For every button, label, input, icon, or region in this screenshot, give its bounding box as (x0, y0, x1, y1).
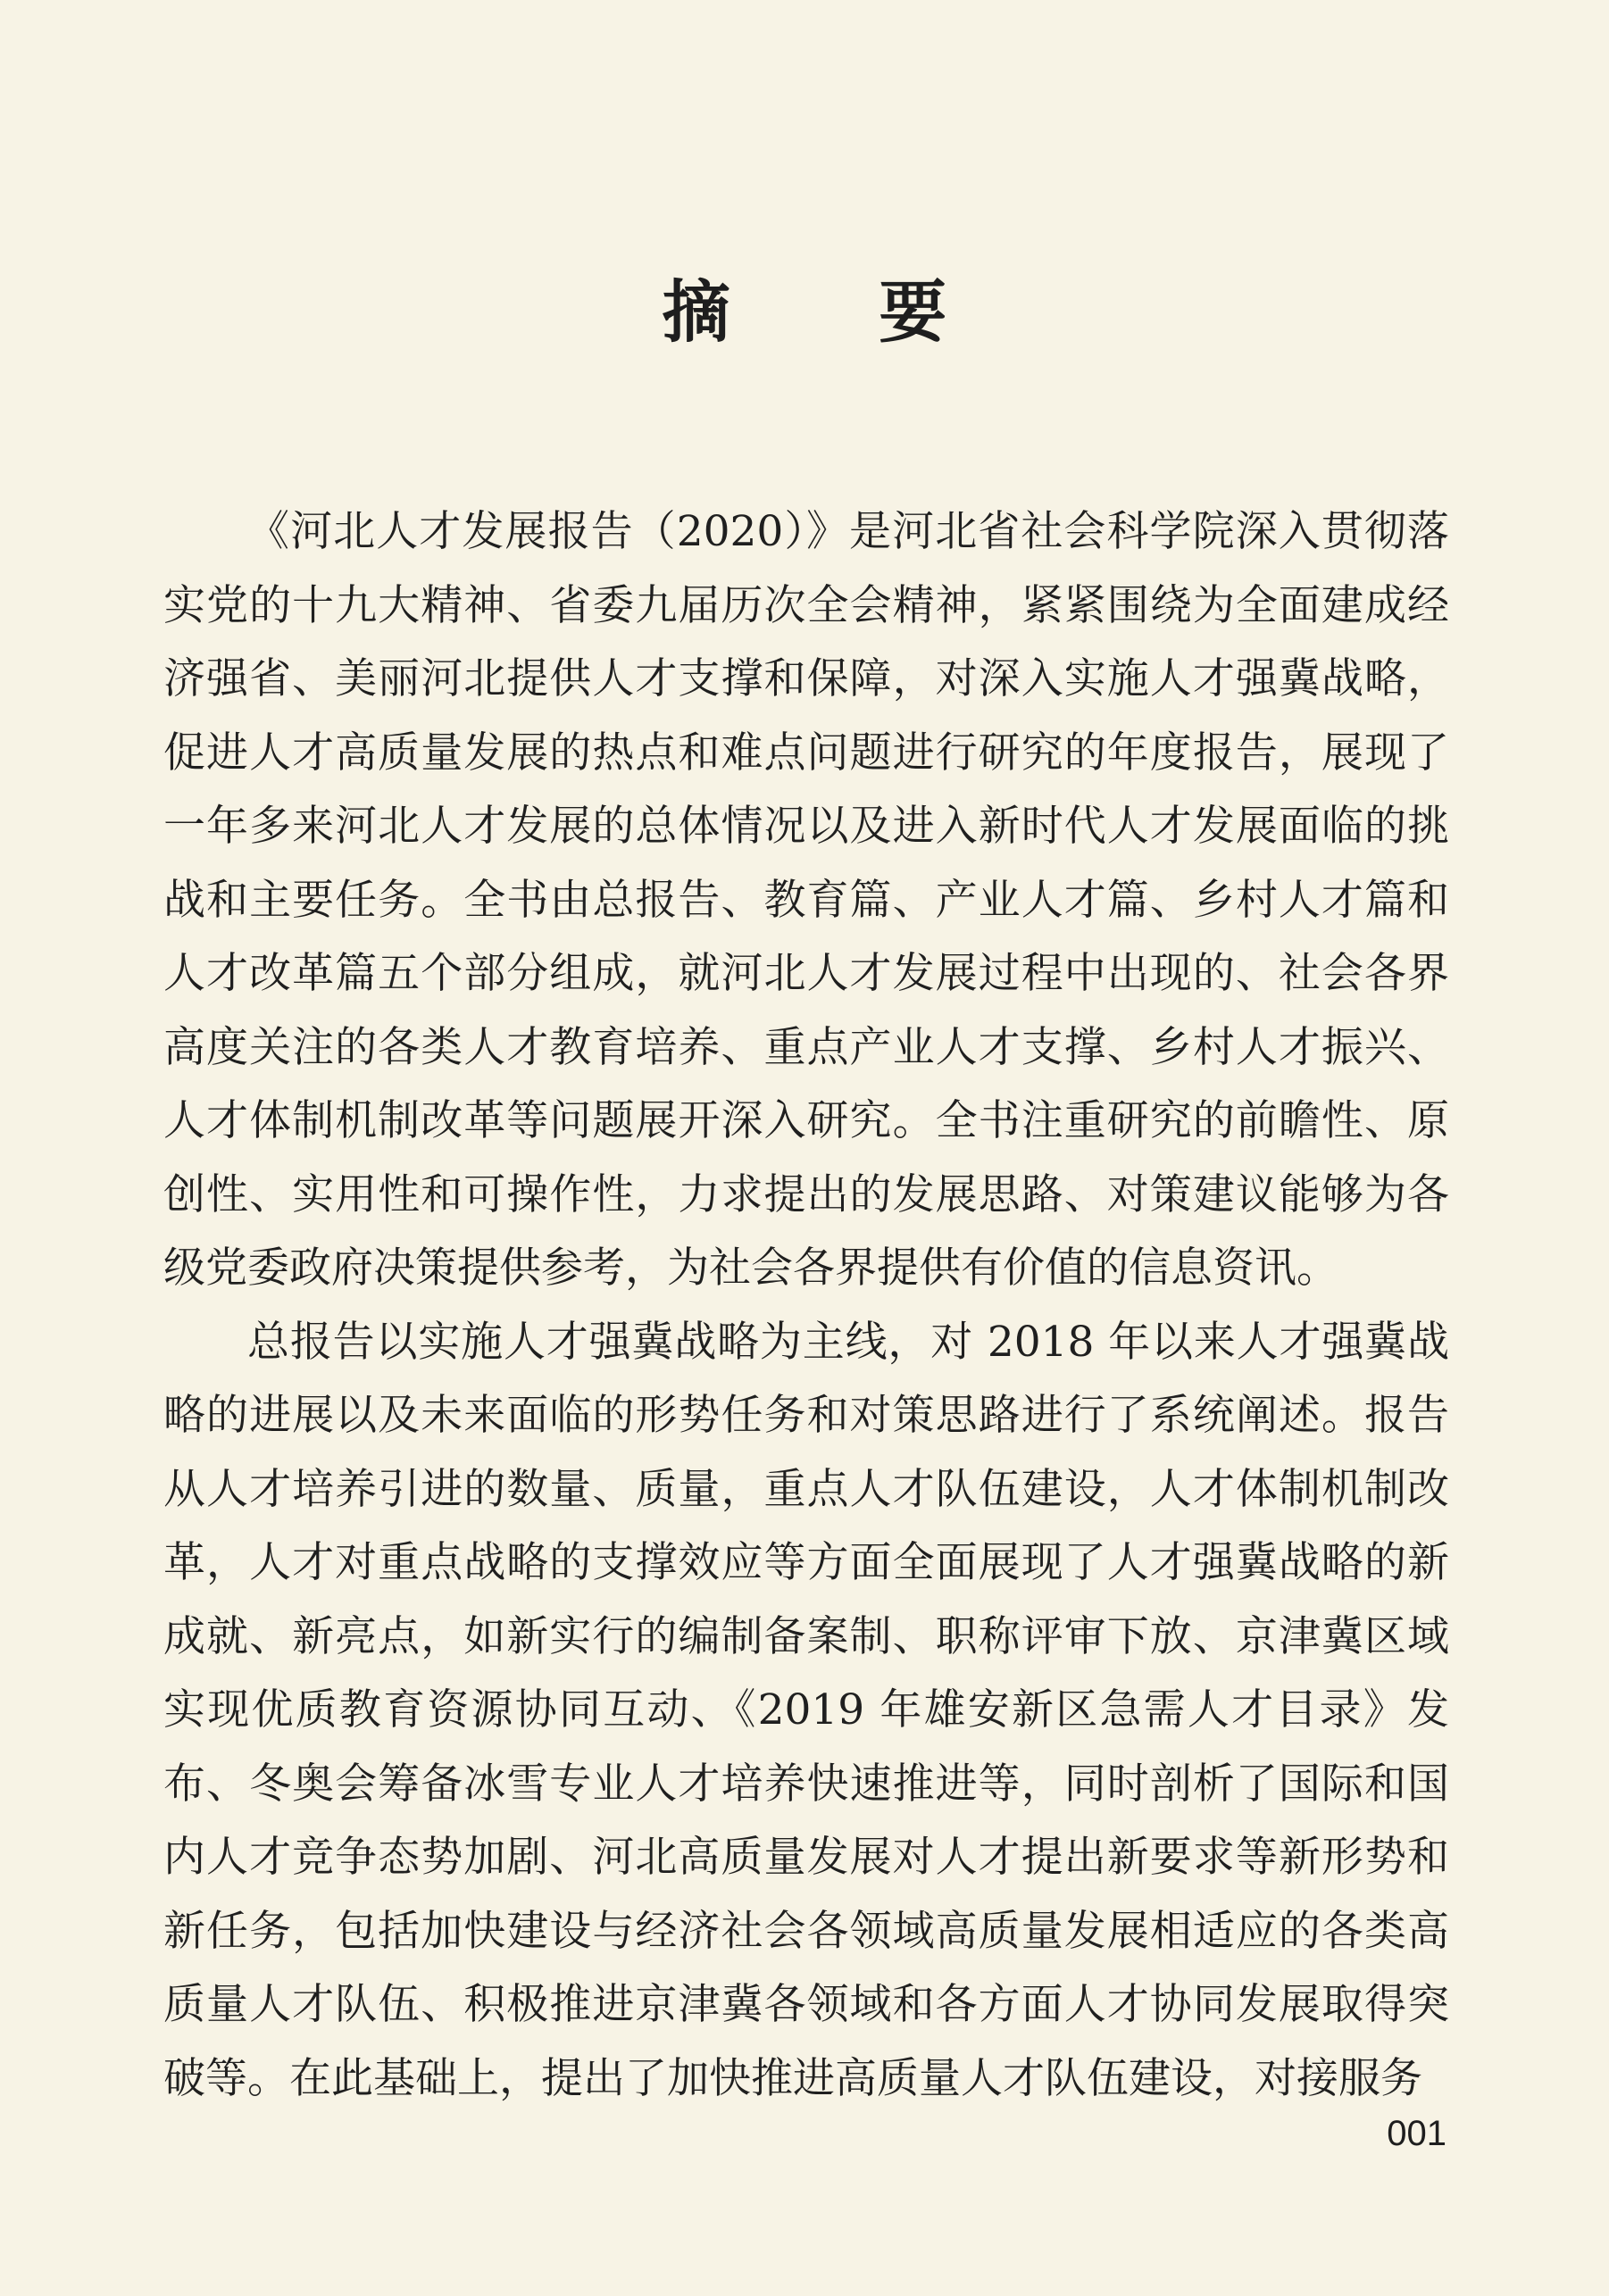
paragraph: 总报告以实施人才强冀战略为主线，对 2018 年以来人才强冀战略的进展以及未来面临的形势任务和对策思路进行了系统阐述。报告从人才培养引进的数量、质量，重点人才队伍建设，人才体制机制改革，人才对重点战略的支撑效应等方面全面展现了人才强冀战略的新成就、新亮点，如新实行的编制备案制、职称评审下放、京津冀区域实现优质教育资源协同互动、《2019 年雄安新区急需人才目录》发布、冬奥会筹备冰雪专业人才培养快速推进等，同时剖析了国际和国内人才竞争态势加剧、河北高质量发展对人才提出新要求等新形势和新任务，包括加快建设与经济社会各领域高质量发展相适应的各类高质量人才队伍、积极推进京津冀各领域和各方面人才协同发展取得突破等。在此基础上，提出了加快推进高质量人才队伍建设，对接服务 (163, 1317, 1449, 2103)
abstract-body (163, 495, 1449, 2116)
page-title: 摘 要 (662, 272, 1010, 352)
page-number: 001 (1387, 2114, 1446, 2153)
paragraph: 《河北人才发展报告（2020）》是河北省社会科学院深入贯彻落实党的十九大精神、省委九届历次全会精神，紧紧围绕为全面建成经济强省、美丽河北提供人才支撑和保障，对深入实施人才强冀战略，促进人才高质量发展的热点和难点问题进行研究的年度报告，展现了一年多来河北人才发展的总体情况以及进入新时代人才发展面临的挑战和主要任务。全书由总报告、教育篇、产业人才篇、乡村人才篇和人才改革篇五个部分组成，就河北人才发展过程中出现的、社会各界高度关注的各类人才教育培养、重点产业人才支撑、乡村人才振兴、人才体制机制改革等问题展开深入研究。全书注重研究的前瞻性、原创性、实用性和可操作性，力求提出的发展思路、对策建议能够为各级党委政府决策提供参考，为社会各界提供有价值的信息资讯。 (163, 507, 1449, 1293)
